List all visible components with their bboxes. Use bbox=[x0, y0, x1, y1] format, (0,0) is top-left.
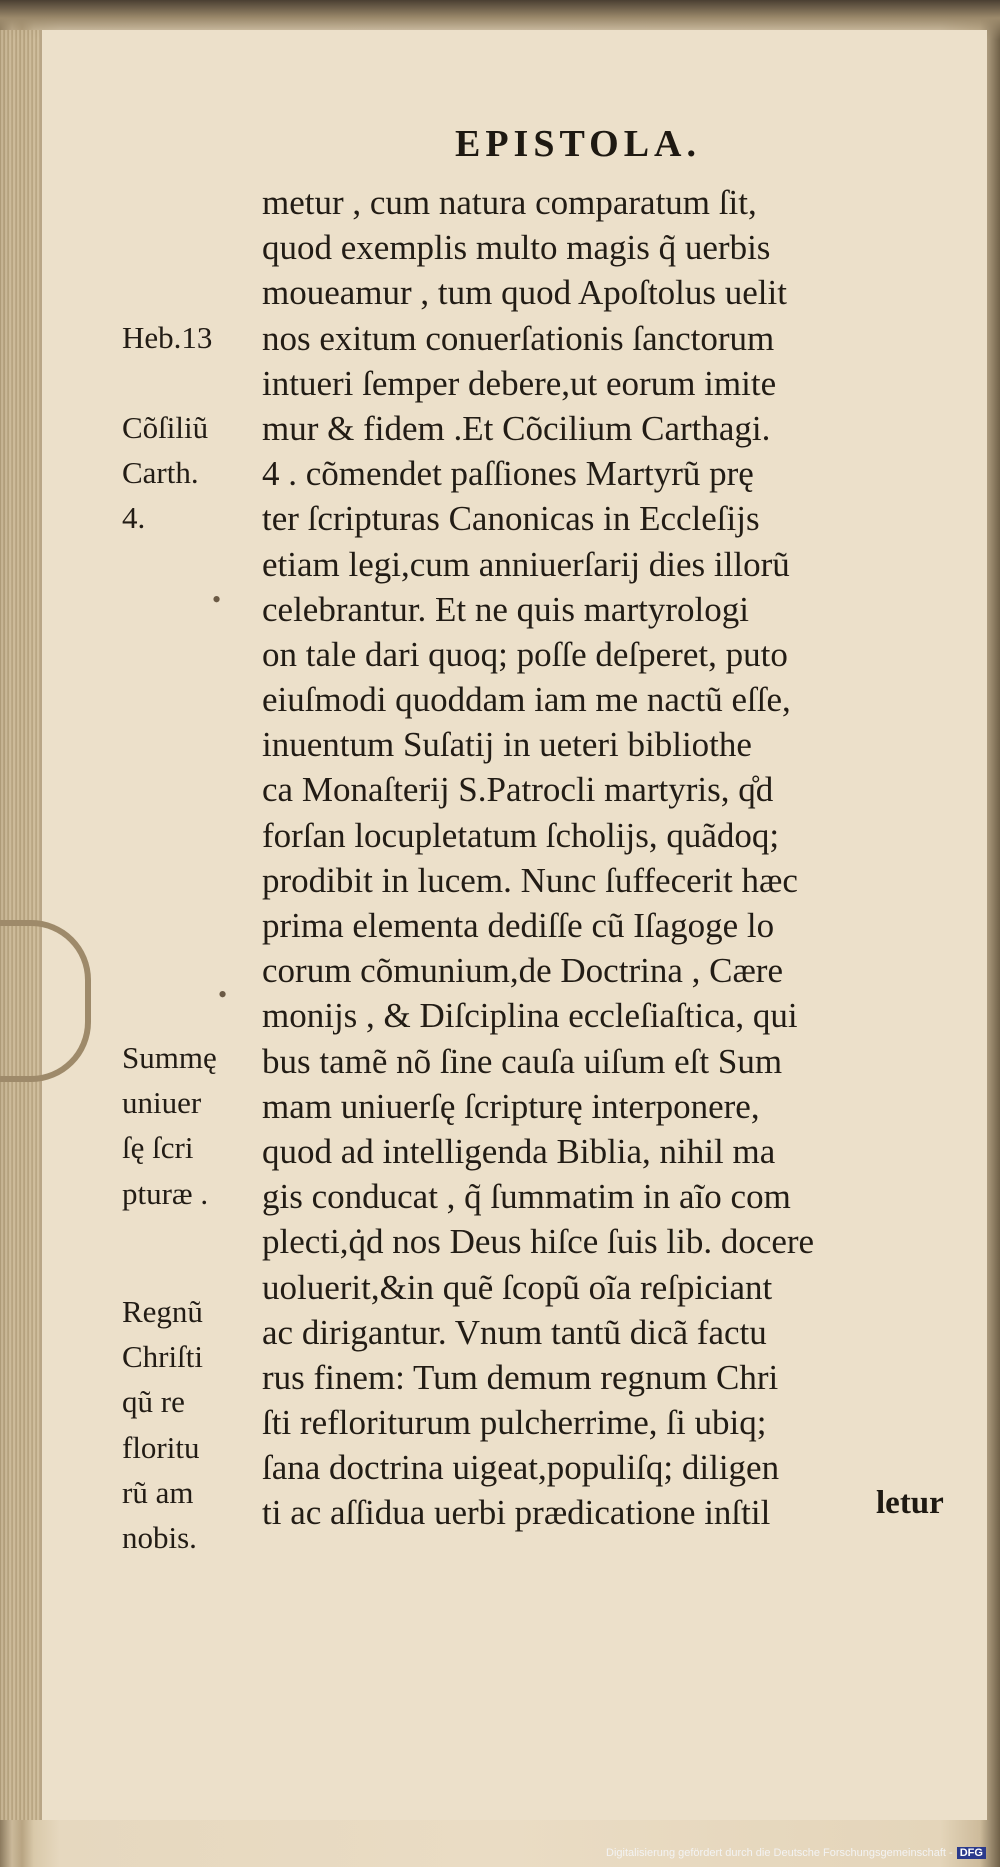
text-line: gis conducat , q̃ ſummatim in aĩo com bbox=[262, 1177, 791, 1217]
margin-note-line: Heb.13 bbox=[122, 320, 213, 355]
margin-note-line: floritu bbox=[122, 1429, 200, 1465]
margin-note-council bbox=[122, 405, 208, 541]
text-line: plecti,q̇d nos Deus hiſce ſuis lib. docere bbox=[262, 1222, 815, 1262]
text-line: monijs , & Diſciplina eccleſiaſtica, qui bbox=[262, 996, 798, 1036]
text-line: ac dirigantur. Vnum tantũ dicã factu bbox=[262, 1312, 767, 1352]
text-line: etiam legi,cum anniuerſarij dies illorũ bbox=[262, 544, 790, 584]
text-line: metur , cum natura comparatum ſit, bbox=[262, 183, 757, 222]
credit-text: Digitalisierung gefördert durch die Deutsche Forschungsgemeinschaft - bbox=[606, 1847, 953, 1859]
margin-note-line: uniuer bbox=[122, 1085, 202, 1121]
text-line: nos exitum conuerſationis ſanctorum bbox=[262, 318, 775, 358]
text-line: bus tamẽ nõ ſine cauſa uiſum eſt Sum bbox=[262, 1041, 783, 1081]
text-line: 4 . cõmendet paſſiones Martyrũ prę bbox=[262, 454, 754, 494]
margin-note-line: 4. bbox=[122, 500, 146, 536]
margin-note-line: Cõſiliũ bbox=[122, 410, 209, 445]
margin-note-line: Summę bbox=[122, 1040, 217, 1075]
text-line: uoluerit,&in quẽ ſcopũ oĩa reſpiciant bbox=[262, 1267, 773, 1307]
text-line: moueamur , tum quod Apoſtolus uelit bbox=[262, 273, 787, 313]
text-line: rus finem: Tum demum regnum Chri bbox=[262, 1357, 779, 1397]
text-line: inuentum Suſatij in ueteri bibliothe bbox=[262, 725, 752, 765]
margin-note-line: Carth. bbox=[122, 455, 199, 491]
margin-note-regnum bbox=[122, 1289, 203, 1560]
text-line: ſti refloriturum pulcherrime, ſi ubiq; bbox=[262, 1403, 767, 1443]
body-text bbox=[262, 180, 814, 1536]
text-line: celebrantur. Et ne quis martyrologi bbox=[262, 589, 749, 629]
text-line: quod ad intelligenda Biblia, nihil ma bbox=[262, 1131, 776, 1171]
text-line: ti ac aſſidua uerbi prædicatione inſtil bbox=[262, 1493, 771, 1533]
text-line: quod exemplis multo magis q̃ uerbis bbox=[262, 228, 771, 268]
text-line: intueri ſemper debere,ut eorum imite bbox=[262, 363, 777, 403]
text-line: prima elementa dediſſe cũ Iſagoge lo bbox=[262, 906, 775, 945]
margin-note-line: Regnũ bbox=[122, 1294, 203, 1329]
running-head: EPISTOLA. bbox=[455, 123, 701, 165]
ink-spot: • bbox=[218, 980, 228, 1009]
text-line: ſana doctrina uigeat,populiſq; diligen bbox=[262, 1448, 780, 1488]
text-line: on tale dari quoq; poſſe deſperet, puto bbox=[262, 634, 788, 674]
margin-note-line: ſę ſcri bbox=[122, 1130, 194, 1166]
margin-note-line: Chriſti bbox=[122, 1339, 203, 1375]
text-line: eiuſmodi quoddam iam me nactũ eſſe, bbox=[262, 680, 791, 720]
dfg-logo: DFG bbox=[957, 1847, 986, 1859]
text-line: mam uniuerſę ſcripturę interponere, bbox=[262, 1086, 760, 1126]
margin-note-line: qũ re bbox=[122, 1384, 185, 1420]
margin-note-line: pturæ . bbox=[122, 1175, 209, 1211]
text-line: forſan locupletatum ſcholijs, quãdoq; bbox=[262, 815, 780, 855]
book-clasp bbox=[0, 920, 91, 1082]
margin-note-line: rũ am bbox=[122, 1474, 194, 1510]
margin-note-summa bbox=[122, 1035, 217, 1216]
margin-note-line: nobis. bbox=[122, 1519, 197, 1555]
text-line: mur & fidem .Et Cõcilium Carthagi. bbox=[262, 408, 771, 448]
margin-note-hebrews bbox=[122, 315, 212, 360]
ink-spot: • bbox=[212, 585, 222, 614]
text-line: prodibit in lucem. Nunc ſuffecerit hæc bbox=[262, 860, 798, 900]
catchword: letur bbox=[876, 1485, 944, 1521]
text-line: corum cõmunium,de Doctrina , Cære bbox=[262, 951, 783, 991]
digitization-credit bbox=[606, 1847, 986, 1859]
text-line: ter ſcripturas Canonicas in Eccleſijs bbox=[262, 499, 760, 539]
text-line: ca Monaſterij S.Patrocli martyris, q̊d bbox=[262, 770, 774, 810]
